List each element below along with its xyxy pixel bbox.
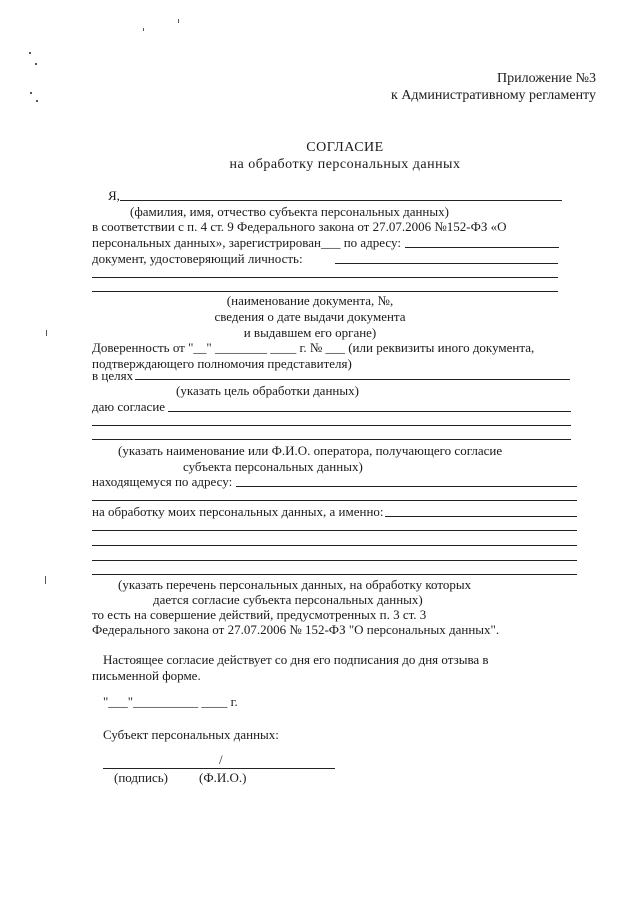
data-list-line-3[interactable]	[92, 545, 577, 546]
document-title: СОГЛАСИЕ	[306, 140, 384, 155]
proxy-line: Доверенность от "__" ________ ____ г. № ___ (или реквизиты иного документа,	[92, 340, 535, 355]
operator-hint-2: субъекта персональных данных)	[183, 459, 363, 474]
actions-line-1: то есть на совершение действий, предусмотренных п. 3 ст. 3	[92, 607, 427, 622]
purpose-hint: (указать цель обработки данных)	[176, 383, 359, 398]
fio-field[interactable]	[120, 200, 562, 201]
signature-separator: /	[219, 752, 223, 767]
registration-address-label: персональных данных», зарегистрирован___ по адресу:	[92, 235, 401, 250]
data-list-line-4[interactable]	[92, 560, 577, 561]
operator-address-field[interactable]	[236, 486, 577, 487]
purpose-field[interactable]	[135, 379, 570, 380]
actions-line-2: Федерального закона от 27.07.2006 № 152-ФЗ "О персональных данных".	[92, 622, 500, 637]
signature-line[interactable]	[103, 768, 335, 769]
scan-speck	[143, 28, 144, 31]
scan-speck	[36, 100, 38, 102]
registration-address-field[interactable]	[405, 247, 559, 248]
id-document-line-2[interactable]	[92, 277, 558, 278]
scan-speck	[29, 52, 31, 54]
id-document-line-3[interactable]	[92, 291, 558, 292]
id-document-hint-1: (наименование документа, №,	[226, 293, 394, 308]
appendix-number: Приложение №3	[497, 71, 596, 86]
i-prefix: Я,	[108, 188, 120, 203]
operator-address-label: находящемуся по адресу:	[92, 474, 233, 489]
data-list-hint-1: (указать перечень персональных данных, на обработку которых	[118, 577, 472, 592]
operator-line-3[interactable]	[92, 439, 571, 440]
data-list-line-5[interactable]	[92, 574, 577, 575]
document-subtitle: на обработку персональных данных	[229, 157, 461, 172]
scan-speck	[30, 92, 32, 94]
scan-speck	[35, 63, 37, 65]
law-reference-line: в соответствии с п. 4 ст. 9 Федерального закона от 27.07.2006 №152-ФЗ «О	[92, 219, 507, 234]
proxy-line-2: подтверждающего полномочия представителя)	[92, 356, 352, 371]
data-list-line-2[interactable]	[92, 530, 577, 531]
scan-speck	[45, 576, 46, 584]
operator-hint-1: (указать наименование или Ф.И.О. оператора, получающего согласие	[118, 443, 503, 458]
id-document-field[interactable]	[335, 263, 558, 264]
operator-line-2[interactable]	[92, 425, 571, 426]
signing-date: "___"__________ ____ г.	[103, 694, 238, 709]
purpose-label: в целях	[92, 368, 134, 383]
data-list-field[interactable]	[385, 516, 577, 517]
signature-label: (подпись)	[114, 770, 168, 785]
fio-hint: (фамилия, имя, отчество субъекта персональных данных)	[130, 204, 449, 219]
processing-label: на обработку моих персональных данных, а именно:	[92, 504, 384, 519]
fio-label: (Ф.И.О.)	[199, 770, 247, 785]
subject-label: Субъект персональных данных:	[103, 727, 279, 742]
consent-label: даю согласие	[92, 399, 166, 414]
scan-speck	[46, 330, 47, 336]
id-document-hint-2: сведения о дате выдачи документа	[214, 309, 406, 324]
id-document-hint-3: и выдавшем его органе)	[243, 325, 377, 340]
operator-address-line-2[interactable]	[92, 500, 577, 501]
scan-speck	[178, 19, 179, 23]
validity-line-2: письменной форме.	[92, 668, 201, 683]
id-document-label: документ, удостоверяющий личность:	[92, 251, 303, 266]
operator-field[interactable]	[168, 411, 571, 412]
validity-line-1: Настоящее согласие действует со дня его подписания до дня отзыва в	[103, 652, 489, 667]
appendix-reference: к Административному регламенту	[391, 88, 596, 103]
data-list-hint-2: дается согласие субъекта персональных данных)	[153, 592, 423, 607]
